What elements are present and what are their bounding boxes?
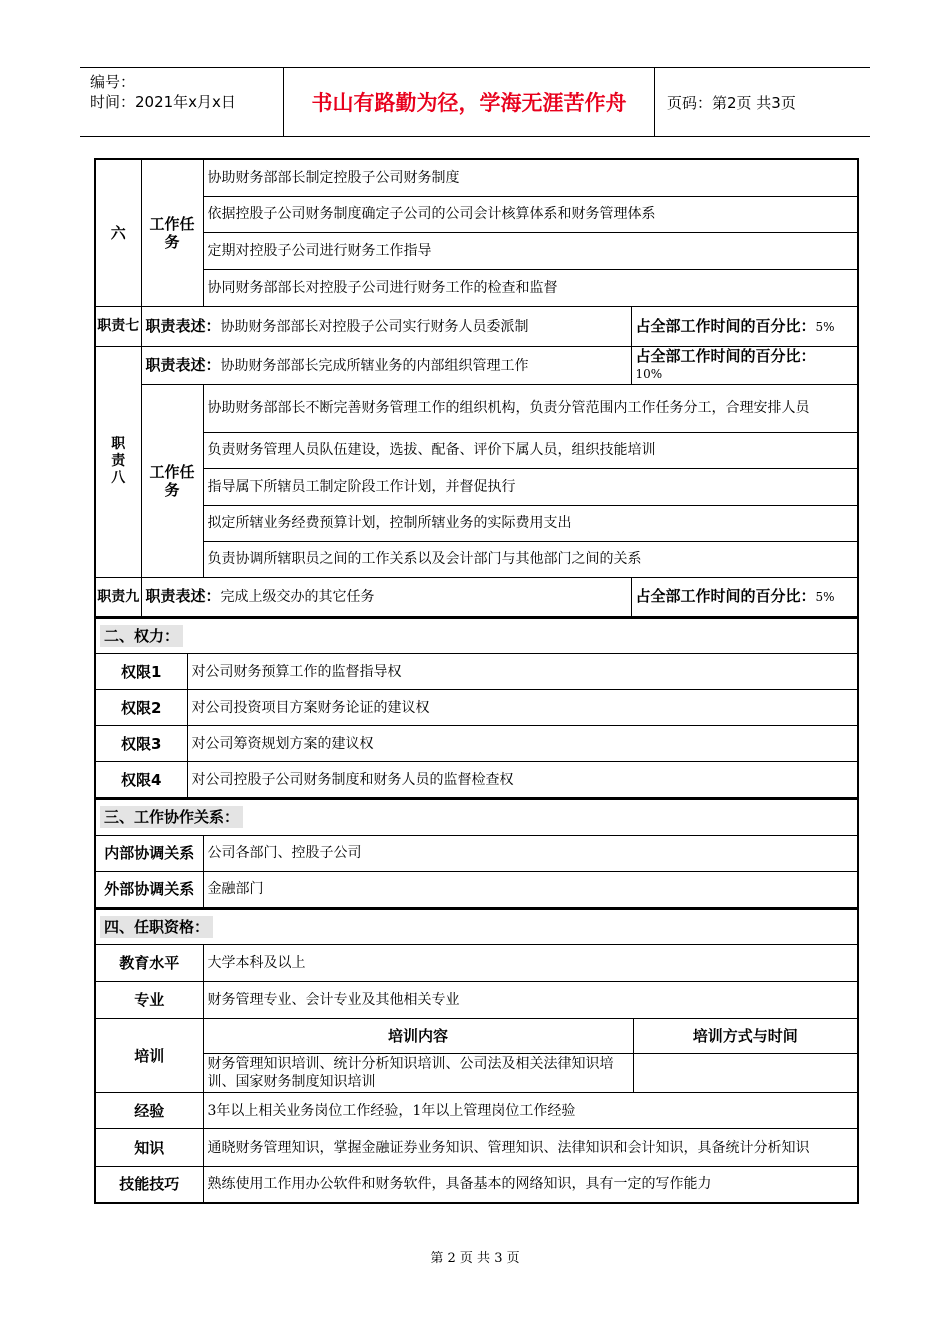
job-description xyxy=(94,158,857,1204)
duty7-pct-cell xyxy=(631,306,858,346)
education-value: 大学本科及以上 xyxy=(203,945,858,982)
duty8-pct-cell xyxy=(631,346,858,384)
motto: 书山有路勤为径，学海无涯苦作舟 xyxy=(284,68,655,136)
duty9-label: 职责九 xyxy=(95,577,141,616)
duty7-desc-cell xyxy=(141,306,631,346)
qualification-table xyxy=(94,908,859,1204)
power-label: 权限4 xyxy=(95,762,187,798)
duty8-task: 拟定所辖业务经费预算计划，控制所辖业务的实际费用支出 xyxy=(203,505,858,541)
duty6-task: 协助财务部部长制定控股子公司财务制度 xyxy=(203,159,858,196)
duty9-pct-label: 占全部工作时间的百分比： xyxy=(635,587,816,605)
education-label: 教育水平 xyxy=(95,945,203,982)
duty8-task-label: 工作任务 xyxy=(141,384,203,577)
duty8-pct: 10% xyxy=(635,366,663,381)
internal-value: 公司各部门、控股子公司 xyxy=(203,835,858,871)
major-value: 财务管理专业、会计专业及其他相关专业 xyxy=(203,982,858,1019)
duty7-label: 职责七 xyxy=(95,306,141,346)
duty9-desc-label: 职责表述： xyxy=(145,587,221,605)
duty9-desc-cell xyxy=(141,577,631,616)
page-header xyxy=(80,67,870,137)
training-method xyxy=(633,1054,858,1093)
duty8-task: 指导属下所辖员工制定阶段工作计划，并督促执行 xyxy=(203,468,858,505)
skills-value: 熟练使用工作用办公软件和财务软件，具备基本的网络知识，具有一定的写作能力 xyxy=(203,1167,858,1203)
duty8-task: 协助财务部部长不断完善财务管理工作的组织机构，负责分管范围内工作任务分工，合理安排人员 xyxy=(203,384,858,432)
page-footer: 第 2 页 共 3 页 xyxy=(430,1251,520,1266)
duty7-desc: 协助财务部部长对控股子公司实行财务人员委派制 xyxy=(220,318,529,335)
power-title: 二、权力： xyxy=(100,625,183,647)
duty8-pct-label: 占全部工作时间的百分比： xyxy=(635,346,816,365)
duty6-task: 依据控股子公司财务制度确定子公司的公司会计核算体系和财务管理体系 xyxy=(203,196,858,232)
experience-value: 3年以上相关业务岗位工作经验，1年以上管理岗位工作经验 xyxy=(203,1093,858,1129)
training-label: 培训 xyxy=(95,1019,203,1093)
duties-table xyxy=(94,158,859,617)
knowledge-value: 通晓财务管理知识，掌握金融证券业务知识、管理知识、法律知识和会计知识，具备统计分析知识 xyxy=(203,1129,858,1167)
qualification-section-title xyxy=(95,909,858,945)
duty6-number: 六 xyxy=(95,159,141,306)
page-info: 页码：第2页 共3页 xyxy=(667,93,796,112)
number-label: 编号： xyxy=(90,73,136,91)
time-label: 时间：2021年x月x日 xyxy=(90,93,236,111)
power-text: 对公司财务预算工作的监督指导权 xyxy=(187,654,858,690)
duty8-desc: 协助财务部部长完成所辖业务的内部组织管理工作 xyxy=(220,357,529,374)
power-text: 对公司控股子公司财务制度和财务人员的监督检查权 xyxy=(187,762,858,798)
duty9-pct-cell xyxy=(631,577,858,616)
qualification-title: 四、任职资格： xyxy=(100,916,213,938)
duty8-task: 负责财务管理人员队伍建设，选拔、配备、评价下属人员，组织技能培训 xyxy=(203,432,858,468)
relations-section-title xyxy=(95,799,858,835)
external-label: 外部协调关系 xyxy=(95,871,203,907)
training-method-header: 培训方式与时间 xyxy=(633,1019,858,1054)
training-content: 财务管理知识培训、统计分析知识培训、公司法及相关法律知识培训、国家财务制度知识培训 xyxy=(203,1054,633,1093)
power-label: 权限3 xyxy=(95,726,187,762)
duty6-task: 协同财务部部长对控股子公司进行财务工作的检查和监督 xyxy=(203,269,858,306)
skills-label: 技能技巧 xyxy=(95,1167,203,1203)
external-value: 金融部门 xyxy=(203,871,858,907)
duty6-task-label: 工作任务 xyxy=(141,159,203,306)
duty9-pct: 5% xyxy=(815,590,835,604)
duty7-desc-label: 职责表述： xyxy=(145,316,221,335)
power-text: 对公司投资项目方案财务论证的建议权 xyxy=(187,690,858,726)
experience-label: 经验 xyxy=(95,1093,203,1129)
internal-label: 内部协调关系 xyxy=(95,835,203,871)
relations-table xyxy=(94,798,859,908)
power-table xyxy=(94,617,859,799)
power-section-title xyxy=(95,618,858,654)
power-text: 对公司筹资规划方案的建议权 xyxy=(187,726,858,762)
duty8-desc-label: 职责表述： xyxy=(145,355,221,374)
duty6-task: 定期对控股子公司进行财务工作指导 xyxy=(203,232,858,269)
duty9-desc: 完成上级交办的其它任务 xyxy=(220,589,375,605)
relations-title: 三、工作协作关系： xyxy=(100,806,243,828)
duty8-task: 负责协调所辖职员之间的工作关系以及会计部门与其他部门之间的关系 xyxy=(203,541,858,577)
duty8-desc-cell xyxy=(141,346,631,384)
header-meta xyxy=(80,68,284,136)
power-label: 权限2 xyxy=(95,690,187,726)
duty7-pct-label: 占全部工作时间的百分比： xyxy=(635,316,816,335)
power-label: 权限1 xyxy=(95,654,187,690)
training-content-header: 培训内容 xyxy=(203,1019,633,1054)
duty7-pct: 5% xyxy=(815,319,835,334)
duty8-label: 职责八 xyxy=(95,346,141,577)
major-label: 专业 xyxy=(95,982,203,1019)
knowledge-label: 知识 xyxy=(95,1129,203,1167)
